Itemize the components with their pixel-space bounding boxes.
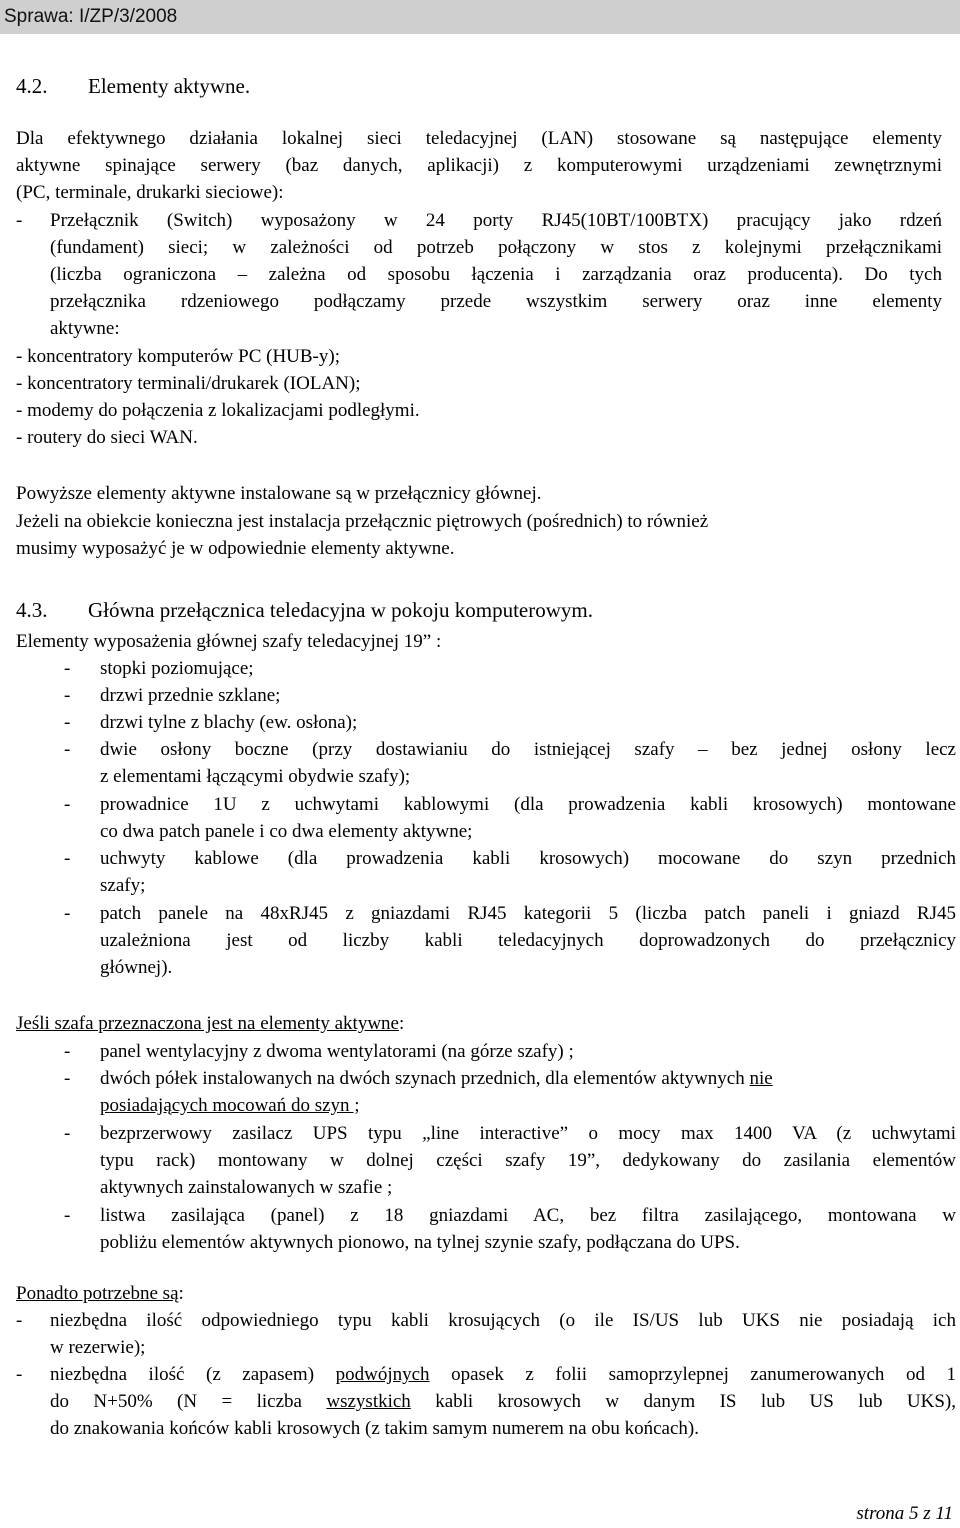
list-dash: -	[64, 658, 71, 679]
case-number: Sprawa: I/ZP/3/2008	[4, 6, 178, 27]
list-dash: -	[64, 848, 71, 869]
rack-item: stopki poziomujące;	[100, 658, 254, 679]
list-dash: -	[64, 903, 71, 924]
switch-item-line: (liczba ograniczona – zależna od sposobu łączenia i zarządzania oraz producenta). Do tych	[50, 264, 942, 285]
intro-line: aktywne spinające serwery (baz danych, aplikacji) z komputerowymi urządzeniami zewnętrznymi	[16, 155, 942, 176]
intro-line: Dla efektywnego działania lokalnej sieci teledacyjnej (LAN) stosowane są następujące elementy	[16, 128, 942, 149]
active-rack-item: listwa zasilająca (panel) z 18 gniazdami AC, bez filtra zasilającego, montowana w	[100, 1205, 956, 1226]
page-number: strona 5 z 11	[856, 1503, 953, 1524]
list-item: - modemy do połączenia z lokalizacjami podległymi.	[16, 400, 420, 421]
rack-item: drzwi przednie szklane;	[100, 685, 281, 706]
section-4-2-title: Elementy aktywne.	[88, 74, 251, 98]
additionally-heading: Ponadto potrzebne są:	[16, 1283, 184, 1304]
additionally-item: niezbędna ilość (z zapasem) podwójnych opasek z folii samoprzylepnej zanumerowanych od 1	[50, 1364, 957, 1385]
additionally-item-cont: do znakowania końców kabli krosowych (z takim samym numerem na obu końcach).	[50, 1418, 699, 1439]
rack-item: dwie osłony boczne (przy dostawianiu do istniejącej szafy – bez jednej osłony lecz	[100, 739, 956, 760]
switch-item-line: przełącznika rdzeniowego podłączamy przede wszystkim serwery oraz inne elementy	[50, 291, 942, 312]
active-rack-heading: Jeśli szafa przeznaczona jest na elementy aktywne:	[16, 1013, 405, 1034]
section-4-3-title: Główna przełącznica teledacyjna w pokoju komputerowym.	[88, 598, 593, 622]
additionally-item-cont: do N+50% (N = liczba wszystkich kabli krosowych w danym IS lub US lub UKS),	[50, 1391, 956, 1412]
active-rack-item-cont: pobliżu elementów aktywnych pionowo, na tylnej szynie szafy, podłączana do UPS.	[100, 1232, 740, 1253]
rack-item: prowadnice 1U z uchwytami kablowymi (dla prowadzenia kabli krosowych) montowane	[100, 794, 956, 815]
list-dash: -	[16, 1310, 23, 1331]
document-header	[0, 0, 960, 34]
active-rack-item: bezprzerwowy zasilacz UPS typu „line interactive” o mocy max 1400 VA (z uchwytami	[100, 1123, 956, 1144]
rack-item-cont: z elementami łączącymi obydwie szafy);	[100, 766, 411, 787]
list-item: - routery do sieci WAN.	[16, 427, 198, 448]
rack-item-cont: uzależniona jest od liczby kabli teledacyjnych doprowadzonych do przełącznicy	[100, 930, 956, 951]
switch-item-line: Przełącznik (Switch) wyposażony w 24 porty RJ45(10BT/100BTX) pracujący jako rdzeń	[50, 210, 942, 231]
list-item: - koncentratory komputerów PC (HUB-y);	[16, 346, 340, 367]
section-4-2-number: 4.2.	[16, 74, 48, 98]
active-rack-item-cont: typu rack) montowany w dolnej części szafy 19”, dedykowany do zasilania elementów	[100, 1150, 956, 1171]
rack-item: drzwi tylne z blachy (ew. osłona);	[100, 712, 358, 733]
rack-intro: Elementy wyposażenia głównej szafy teledacyjnej 19” :	[16, 631, 442, 652]
list-dash: -	[64, 1041, 71, 1062]
rack-item-cont: szafy;	[100, 875, 146, 896]
rack-item-cont: co dwa patch panele i co dwa elementy aktywne;	[100, 821, 473, 842]
intro-line: (PC, terminale, drukarki sieciowe):	[16, 182, 284, 203]
additionally-item: niezbędna ilość odpowiedniego typu kabli krosujących (o ile IS/US lub UKS nie posiadają ich	[50, 1310, 956, 1331]
switch-item-line: (fundament) sieci; w zależności od potrzeb połączony w stos z kolejnymi przełącznikami	[50, 237, 942, 258]
active-rack-item: panel wentylacyjny z dwoma wentylatorami (na górze szafy) ;	[100, 1041, 574, 1062]
list-dash: -	[64, 712, 71, 733]
list-dash: -	[16, 210, 23, 231]
closing-line: Powyższe elementy aktywne instalowane są w przełącznicy głównej.	[16, 483, 542, 504]
switch-item-line: aktywne:	[50, 318, 120, 339]
rack-item: uchwyty kablowe (dla prowadzenia kabli krosowych) mocowane do szyn przednich	[100, 848, 956, 869]
active-rack-item-cont: aktywnych zainstalowanych w szafie ;	[100, 1177, 393, 1198]
list-item: - koncentratory terminali/drukarek (IOLAN);	[16, 373, 361, 394]
list-dash: -	[64, 1123, 71, 1144]
active-rack-item: dwóch półek instalowanych na dwóch szynach przednich, dla elementów aktywnych nie	[100, 1068, 773, 1089]
closing-line: musimy wyposażyć je w odpowiednie elementy aktywne.	[16, 538, 455, 559]
list-dash: -	[64, 739, 71, 760]
section-4-3-number: 4.3.	[16, 598, 48, 622]
rack-item-cont: głównej).	[100, 957, 173, 978]
closing-line: Jeżeli na obiekcie konieczna jest instalacja przełącznic piętrowych (pośrednich) to również	[16, 511, 709, 532]
list-dash: -	[64, 685, 71, 706]
list-dash: -	[16, 1364, 23, 1385]
active-rack-item-cont: posiadających mocowań do szyn ;	[100, 1095, 360, 1116]
rack-item: patch panele na 48xRJ45 z gniazdami RJ45 kategorii 5 (liczba patch paneli i gniazd RJ45	[100, 903, 956, 924]
list-dash: -	[64, 794, 71, 815]
list-dash: -	[64, 1068, 71, 1089]
list-dash: -	[64, 1205, 71, 1226]
additionally-item-cont: w rezerwie);	[50, 1337, 146, 1358]
